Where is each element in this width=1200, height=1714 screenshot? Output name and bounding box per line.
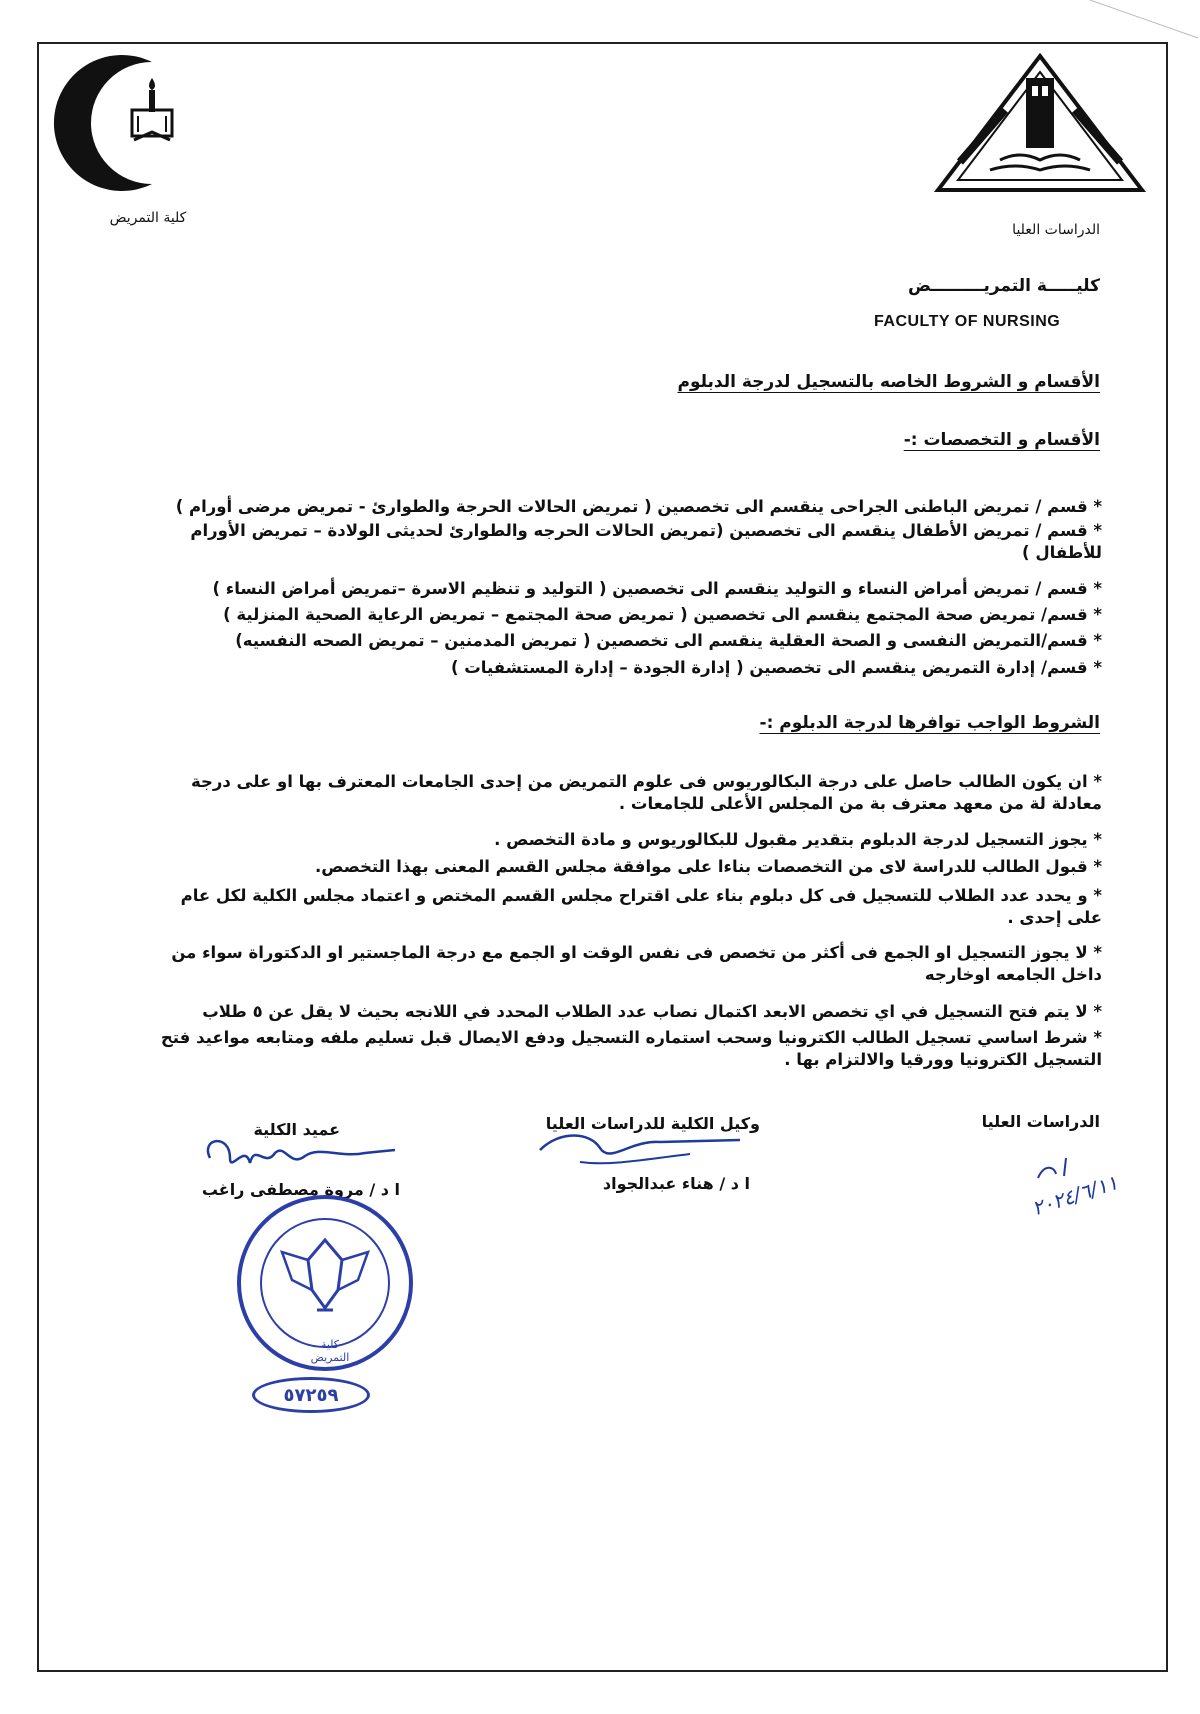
- department-item: * قسم/ إدارة التمريض ينقسم الى تخصصين ( إدارة الجودة – إدارة المستشفيات ): [450, 658, 1102, 677]
- handwritten-initial: [1030, 1148, 1090, 1188]
- university-tower-emblem-icon: [930, 50, 1150, 200]
- faculty-name-arabic: كليـــــة التمريـــــــــض: [907, 276, 1100, 296]
- condition-item: * قبول الطالب للدراسة لاى من التخصصات بناءا على موافقة مجلس القسم المعنى بهذا التخصص.: [314, 857, 1102, 876]
- faculty-name-english: FACULTY OF NURSING: [874, 313, 1061, 330]
- postgrad-signature-title: الدراسات العليا: [981, 1112, 1100, 1131]
- nursing-logo-caption: كلية التمريض: [109, 210, 187, 226]
- department-item: * قسم / تمريض أمراض النساء و التوليد ينقسم الى تخصصين ( التوليد و تنظيم الاسرة –تمريض أمراض النساء ): [212, 579, 1102, 598]
- department-item: * قسم / تمريض الباطنى الجراحى ينقسم الى تخصصين ( تمريض الحالات الحرجة والطوارئ - تمريض مرضى أورام ): [175, 497, 1102, 516]
- department-item: * قسم / تمريض الأطفال ينقسم الى تخصصين (تمريض الحالات الحرجه والطوارئ لحديثى الولادة – تمريض الأورام للأطفال ): [190, 521, 1102, 562]
- stamp-number: ٥٧٢٥٩: [283, 1384, 339, 1406]
- dean-name: ا د / مروة مصطفى راغب: [201, 1180, 400, 1199]
- departments-heading: الأقسام و التخصصات :-: [903, 430, 1100, 450]
- department-item: * قسم/التمريض النفسى و الصحة العقلية ينقسم الى تخصصين ( تمريض المدمنين – تمريض الصحه النفسيه): [235, 631, 1102, 650]
- postgrad-header-label: الدراسات العليا: [1012, 222, 1100, 238]
- condition-item: * ان يكون الطالب حاصل على درجة البكالوريوس فى علوم التمريض من إحدى الجامعات المعترف بها او على درجة معادلة لة من معهد معترف بة من المجلس الأعلى للجامعات .: [190, 772, 1102, 813]
- crescent-emblem-icon: [52, 48, 202, 198]
- vice-dean-name: ا د / هناء عبدالجواد: [602, 1174, 750, 1193]
- document-title: الأقسام و الشروط الخاصه بالتسجيل لدرجة الدبلوم: [677, 372, 1100, 392]
- vice-dean-signature: [520, 1120, 760, 1180]
- benha-university-logo: [930, 50, 1150, 200]
- stamp-caption: كلية التمريض: [310, 1338, 350, 1364]
- condition-item: * و يحدد عدد الطلاب للتسجيل فى كل دبلوم بناء على اقتراح مجلس القسم المختص و اعتماد مجلس الكلية لكل عام على إحدى .: [180, 886, 1102, 927]
- condition-item: * لا يجوز التسجيل او الجمع فى أكثر من تخصص فى نفس الوقت او الجمع مع درجة الماجستير او الدكتوراة سواء من داخل الجامعه اوخارجه: [171, 943, 1102, 984]
- vice-dean-title: وكيل الكلية للدراسات العليا: [545, 1114, 760, 1133]
- condition-item: * لا يتم فتح التسجيل في اي تخصص الابعد اكتمال نصاب عدد الطلاب المحدد في اللانجه بحيث لا يقل عن ٥ طلاب: [202, 1002, 1102, 1021]
- conditions-heading: الشروط الواجب توافرها لدرجة الدبلوم :-: [759, 713, 1100, 733]
- department-item: * قسم/ تمريض صحة المجتمع ينقسم الى تخصصين ( تمريض صحة المجتمع – تمريض الرعاية الصحية المنزلية ): [223, 605, 1102, 624]
- nursing-faculty-logo: [52, 48, 202, 198]
- condition-item: * شرط اساسي تسجيل الطالب الكترونيا وسحب استماره التسجيل ودفع الايصال قبل تسليم ملفه ومتابعه مواعيد فتح التسجيل الكترونيا وورقيا والالتزام بها .: [160, 1028, 1102, 1069]
- stamp-number-oval: [252, 1377, 370, 1413]
- condition-item: * يجوز التسجيل لدرجة الدبلوم بتقدير مقبول للبكالوريوس و مادة التخصص .: [494, 830, 1102, 849]
- scan-edge-decoration: [1080, 0, 1200, 40]
- handwritten-date: ٢٠٢٤/٦/١١: [1028, 1170, 1121, 1221]
- dean-title: عميد الكلية: [253, 1120, 340, 1139]
- dean-signature: [190, 1128, 410, 1188]
